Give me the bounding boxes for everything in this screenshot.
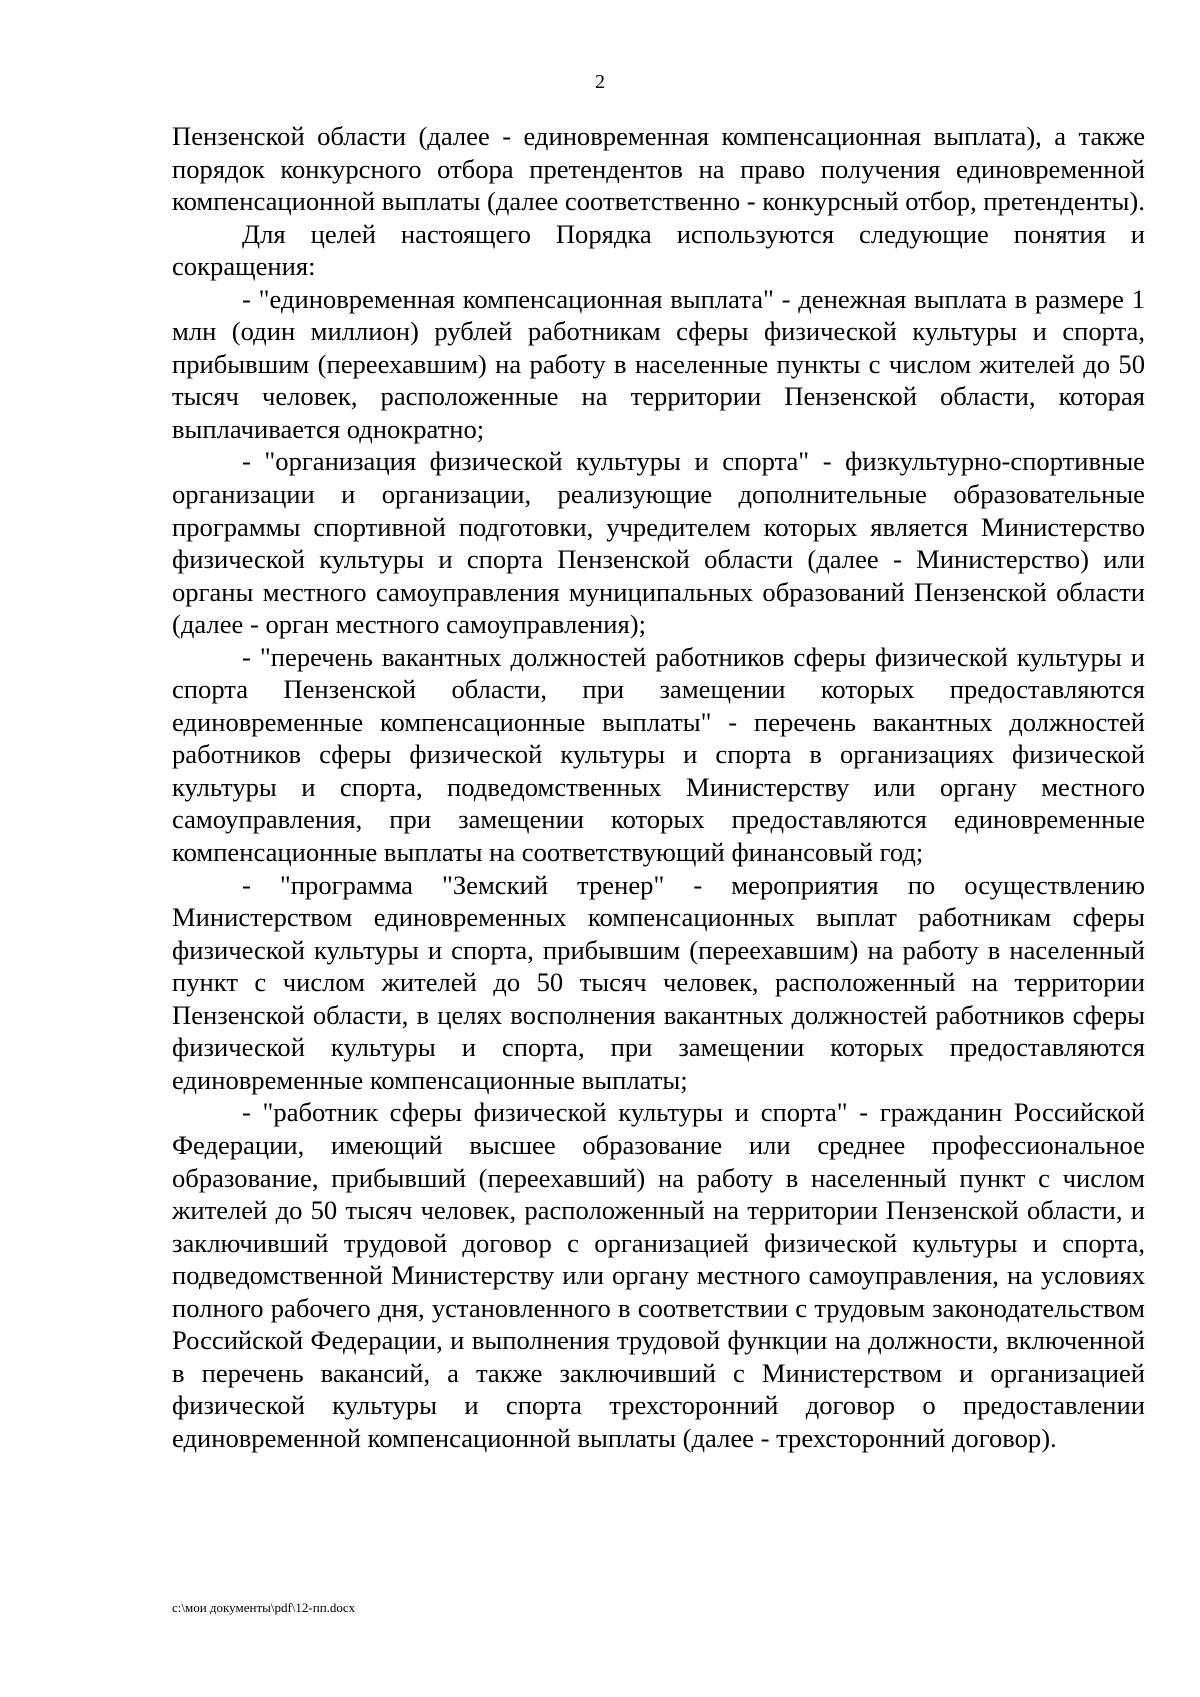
paragraph-definition-vacancy-list: - "перечень вакантных должностей работников сферы физической культуры и спорта Пензенской области, при замещении которых предоставляются единовременные компенсационные выплаты" - перечень вакантных должностей работников сферы физической культуры и спорта в организациях физической культуры и спорта, подведомственных Министерству или органу местного самоуправления, при замещении которых предоставляются единовременные компенсационные выплаты на соответствующий финансовый год; <box>172 641 1145 868</box>
paragraph-continuation: Пензенской области (далее - единовременная компенсационная выплата), а также порядок конкурсного отбора претендентов на право получения единовременной компенсационной выплаты (далее соответственно - конкурсный отбор, претенденты). <box>172 121 1145 217</box>
document-body <box>172 120 1145 1454</box>
paragraph-definitions-intro: Для целей настоящего Порядка используются следующие понятия и сокращения: <box>172 218 1145 282</box>
paragraph-definition-payment: - "единовременная компенсационная выплата" - денежная выплата в размере 1 млн (один миллион) рублей работникам сферы физической культуры и спорта, прибывшим (переехавшим) на работу в населенные пункты с числом жителей до 50 тысяч человек, расположенные на территории Пензенской области, которая выплачивается однократно; <box>172 283 1145 444</box>
paragraph-definition-program: - "программа "Земский тренер" - мероприятия по осуществлению Министерством единовременных компенсационных выплат работникам сферы физической культуры и спорта, прибывшим (переехавшим) на работу в населенный пункт с числом жителей до 50 тысяч человек, расположенный на территории Пензенской области, в целях восполнения вакантных должностей работников сферы физической культуры и спорта, при замещении которых предоставляются единовременные компенсационные выплаты; <box>172 869 1145 1095</box>
page-number: 2 <box>595 71 605 93</box>
paragraph-definition-worker: - "работник сферы физической культуры и спорта" - гражданин Российской Федерации, имеющий высшее образование или среднее профессиональное образование, прибывший (переехавший) на работу в населенный пункт с числом жителей до 50 тысяч человек, расположенный на территории Пензенской области, и заключивший трудовой договор с организацией физической культуры и спорта, подведомственной Министерству или органу местного самоуправления, на условиях полного рабочего дня, установленного в соответствии с трудовым законодательством Российской Федерации, и выполнения трудовой функции на должности, включенной в перечень вакансий, а также заключивший с Министерством и организацией физической культуры и спорта трехсторонний договор о предоставлении единовременной компенсационной выплаты (далее - трехсторонний договор). <box>172 1097 1145 1453</box>
footer-file-path: c:\мои документы\pdf\12-пп.docx <box>172 1600 356 1615</box>
paragraph-definition-organization: - "организация физической культуры и спорта" - физкультурно-спортивные организации и организации, реализующие дополнительные образовательные программы спортивной подготовки, учредителем которых является Министерство физической культуры и спорта Пензенской области (далее - Министерство) или органы местного самоуправления муниципальных образований Пензенской области (далее - орган местного самоуправления); <box>172 446 1145 640</box>
